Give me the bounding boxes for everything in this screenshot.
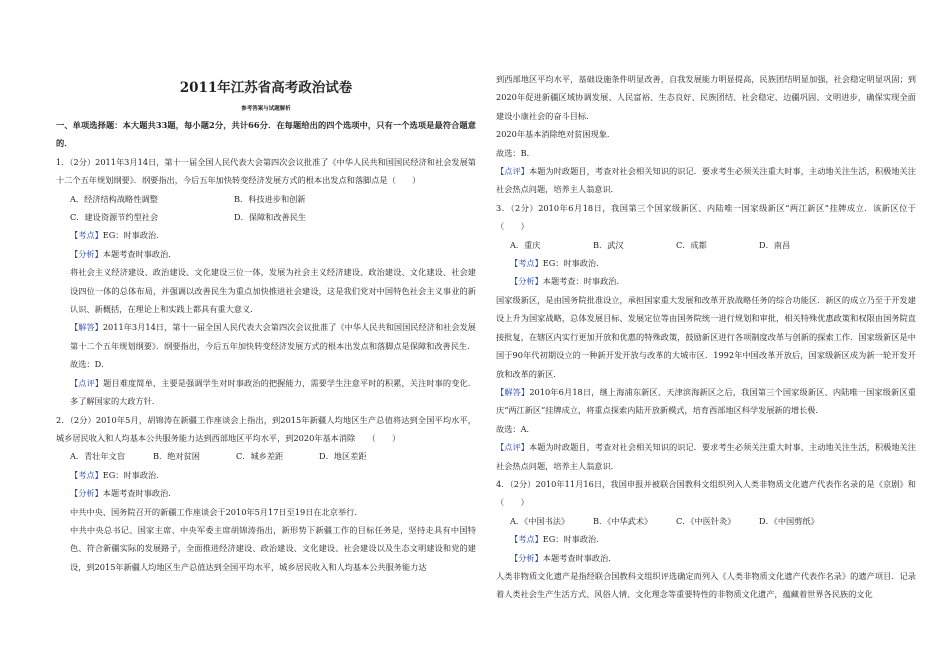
analysis-body: 到西部地区平均水平，基础设施条件明显改善，自我发展能力明显提高，民族团结明显加强，社会稳定明显巩固；到2020年促进新疆区域协调发展、人民富裕、生态良好、民族团结、社会稳定、边疆巩固、文明进步，确保实现全面建设小康社会的奋斗目标． bbox=[496, 74, 916, 121]
dianping-tag: 【点评】 bbox=[70, 377, 104, 388]
options-row bbox=[496, 512, 916, 530]
analysis-body: 人类非物质文化遗产是指经联合国教科文组织评选确定而列入《人类非物质文化遗产代表作名录》的遗产项目．记录着人类社会生产生活方式、风俗人情、文化理念等重要特性的非物质文化遗产，蕴藏着世界各民族的文化 bbox=[496, 570, 916, 600]
kaodian-text: EG：时事政治． bbox=[102, 469, 165, 480]
question-stem: 2．（2分）2010年5月，胡锦涛在新疆工作座谈会上指出，到2015年新疆人均地区生产总值将达到全国平均水平，城乡居民收入和人均基本公共服务能力达到西部地区平均水平，到2020年基本消除 （ ） bbox=[56, 414, 476, 443]
option-c: C．城乡差距 bbox=[236, 451, 284, 462]
options-row bbox=[56, 447, 476, 465]
options-row bbox=[496, 236, 916, 254]
dianping-text: 本题为时政题目，考查对社会相关知识的识记．要求考生必须关注重大时事，主动地关注生活，积极地关注社会热点问题，培养主人翁意识． bbox=[496, 442, 916, 471]
kaodian-line bbox=[56, 466, 476, 484]
dianping-text: 本题为时政题目，考查对社会相关知识的识记．要求考生必须关注重大时事，主动地关注生活，积极地关注社会热点问题，培养主人翁意识． bbox=[496, 166, 916, 195]
section-heading: 一、单项选择题：本大题共33题，每小题2分，共计66分．在每题给出的四个选项中，只有一个选项是最符合题意的． bbox=[56, 120, 476, 149]
options-row bbox=[56, 208, 476, 226]
option-a: A．青壮年文盲 bbox=[70, 451, 126, 462]
fenxi-text: 本题考查时事政治． bbox=[542, 552, 617, 563]
fenxi-line bbox=[56, 484, 476, 502]
kaodian-text: EG：时事政治． bbox=[542, 534, 605, 545]
jieda-text: 2010年6月18日，继上海浦东新区、天津滨海新区之后，我国第三个国家级新区、内陆唯一国家级新区重庆“两江新区”挂牌成立，将重点探索内陆开放新模式，培育西部地区科学发展新的增长极． bbox=[496, 386, 916, 416]
kaodian-text: EG：时事政治． bbox=[542, 258, 605, 269]
kaodian-tag: 【考点】 bbox=[70, 230, 103, 241]
analysis-body: 2020年基本消除绝对贫困现象． bbox=[496, 129, 616, 140]
question-1 bbox=[56, 153, 476, 411]
fenxi-tag: 【分析】 bbox=[70, 248, 103, 259]
question-2 bbox=[56, 411, 476, 577]
option-b: B．科技进步和创新 bbox=[234, 193, 306, 204]
kaodian-line bbox=[496, 530, 916, 548]
analysis-body: 中共中央、国务院召开的新疆工作座谈会于2010年5月17日至19日在北京举行． bbox=[70, 506, 363, 517]
fenxi-text: 本题考查时事政治． bbox=[102, 248, 177, 259]
answer-line: 故选：D． bbox=[70, 359, 110, 370]
left-column bbox=[56, 0, 476, 576]
option-d: D．保障和改善民生 bbox=[234, 212, 307, 223]
jieda-text: 2011年3月14日，第十一届全国人民代表大会第四次会议批准了《中华人民共和国国民经济和社会发展第十二个五年规划纲要》．纲要指出，今后五年加快转变经济发展方式的根本出发点和落脚点是保障和改善民生． bbox=[70, 322, 476, 351]
dianping-line bbox=[496, 438, 916, 475]
fenxi-tag: 【分析】 bbox=[510, 552, 543, 563]
option-d: D．南昌 bbox=[759, 239, 791, 250]
option-c: C．《中医针灸》 bbox=[676, 515, 736, 526]
fenxi-line bbox=[56, 245, 476, 263]
question-4 bbox=[496, 475, 933, 604]
option-d: D．地区差距 bbox=[319, 451, 367, 462]
option-b: B．绝对贫困 bbox=[153, 451, 200, 462]
kaodian-tag: 【考点】 bbox=[510, 534, 543, 545]
option-a: A．重庆 bbox=[510, 239, 541, 250]
dianping-tag: 【点评】 bbox=[496, 442, 529, 453]
question-stem: 4．（2分）2010年11月16日，我国申报并被联合国教科文组织列入人类非物质文化遗产代表作名录的是《京剧》和 （ ） bbox=[496, 478, 933, 508]
answer-line: 故选：B． bbox=[496, 147, 535, 158]
analysis-body: 国家级新区，是由国务院批准设立，承担国家重大发展和改革开放战略任务的综合功能区．新区的成立乃至于开发建设上升为国家战略，总体发展目标、发展定位等由国务院统一进行规划和审批，相关特殊优惠政策和权限由国务院直接批复，在辖区内实行更加开放和优惠的特殊政策，鼓励新区进行各项制度改革与创新的探索工作．国家级新区是中国于90年代初期设立的一种新开发开放与改革的大城市区．1992年中国改革开放后，国家级新区成为新一轮开发开放和改革的新区． bbox=[496, 294, 916, 379]
fenxi-line bbox=[496, 549, 916, 567]
option-a: A．《中国书法》 bbox=[510, 515, 570, 526]
kaodian-tag: 【考点】 bbox=[70, 469, 103, 480]
option-d: D．《中国剪纸》 bbox=[759, 515, 819, 526]
question-3 bbox=[496, 199, 916, 475]
question-stem: 3．（2分）2010年6月18日，我国第三个国家级新区、内陆唯一国家级新区“两江新区”挂牌成立．该新区位于（ ） bbox=[496, 202, 916, 232]
option-a: A．经济结构战略性调整 bbox=[70, 193, 158, 204]
dianping-line bbox=[56, 374, 476, 411]
kaodian-tag: 【考点】 bbox=[510, 258, 543, 269]
fenxi-text: 本题考查：时事政治． bbox=[542, 276, 625, 287]
fenxi-tag: 【分析】 bbox=[510, 276, 543, 287]
jieda-line bbox=[56, 318, 476, 355]
kaodian-line bbox=[56, 226, 476, 244]
jieda-tag: 【解答】 bbox=[496, 386, 530, 397]
kaodian-text: EG：时事政治． bbox=[102, 230, 165, 241]
option-b: B．《中华武术》 bbox=[593, 515, 653, 526]
analysis-body: 将社会主义经济建设、政治建设、文化建设三位一体，发展为社会主义经济建设、政治建设、文化建设、社会建设四位一体的总体布局，并强调以改善民生为重点加快推进社会建设，这是我们党对中国特色社会主义事业的新认识、新概括，在理论上和实践上都具有重大意义． bbox=[70, 267, 476, 315]
option-c: C．建设资源节约型社会 bbox=[70, 212, 159, 223]
page-title: 2011年江苏省高考政治试卷 bbox=[179, 80, 353, 96]
right-column bbox=[496, 70, 933, 604]
dianping-text: 题目难度简单，主要是强调学生对时事政治的把握能力，需要学生注意平时的积累，关注时事的变化．多了解国家的大政方针． bbox=[70, 377, 476, 407]
analysis-body: 中共中央总书记、国家主席、中央军委主席胡锦涛指出，新形势下新疆工作的目标任务是，坚持走具有中国特色、符合新疆实际的发展路子，全面推进经济建设、政治建设、文化建设、社会建设以及生态文明建设和党的建设，到2015年新疆人均地区生产总值达到全国平均水平，城乡居民收入和人均基本公共服务能力达 bbox=[70, 524, 476, 572]
options-row bbox=[56, 190, 476, 208]
dianping-tag: 【点评】 bbox=[496, 166, 529, 177]
fenxi-line bbox=[496, 272, 916, 290]
question-stem: 1．（2分）2011年3月14日，第十一届全国人民代表大会第四次会议批准了《中华人民共和国国民经济和社会发展第十二个五年规划纲要》．纲要指出，今后五年加快转变经济发展方式的根本出发点和落脚点是（ ） bbox=[56, 156, 476, 186]
fenxi-tag: 【分析】 bbox=[70, 488, 103, 499]
answer-line: 故选：A． bbox=[496, 423, 535, 434]
kaodian-line bbox=[496, 254, 916, 272]
page-subtitle: 参考答案与试题解析 bbox=[241, 106, 291, 112]
jieda-tag: 【解答】 bbox=[70, 322, 103, 333]
jieda-line bbox=[496, 383, 916, 420]
question-2-continued bbox=[496, 70, 916, 199]
option-c: C．成都 bbox=[676, 239, 707, 250]
dianping-line bbox=[496, 162, 916, 199]
fenxi-text: 本题考查时事政治． bbox=[102, 488, 177, 499]
option-b: B．武汉 bbox=[593, 239, 624, 250]
